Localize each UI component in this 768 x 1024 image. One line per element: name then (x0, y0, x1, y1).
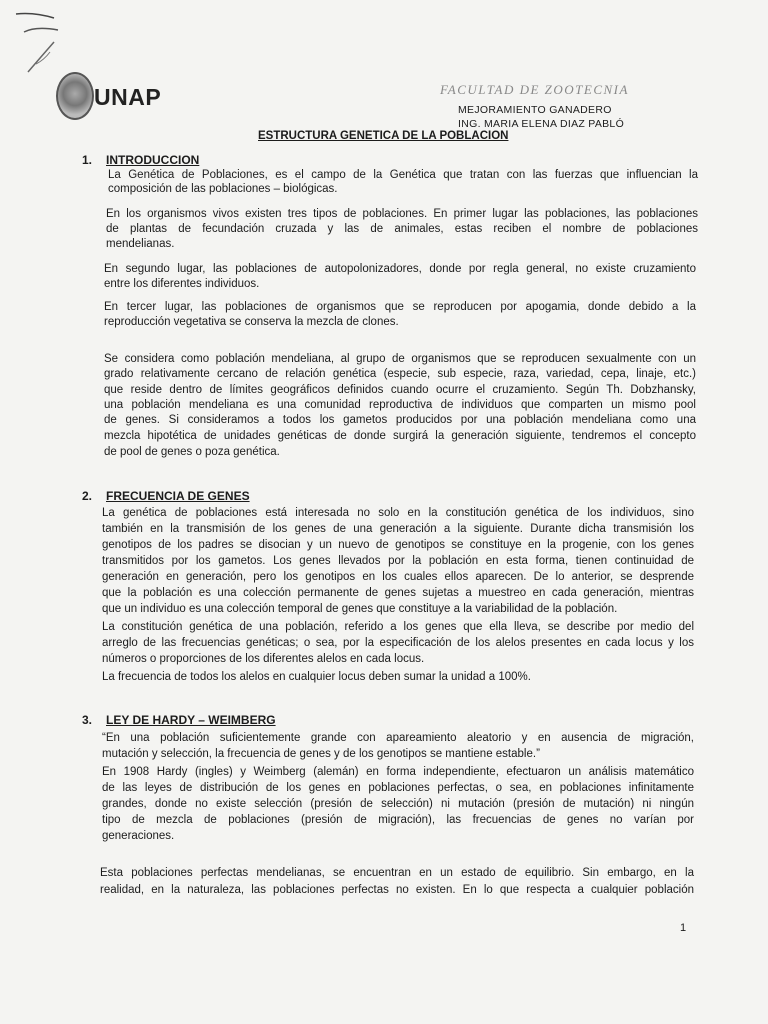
university-logo-text: UNAP (94, 84, 162, 110)
paragraph-line: Esta poblaciones perfectas mendelianas, se encuentran en un estado de equilibrio. Sin embargo, en la (100, 867, 694, 879)
paragraph-line: grado relativamente cercano de relación genética (especie, sub especie, raza, variedad, cepa, linaje, etc.) (104, 368, 696, 380)
paragraph-line: Se considera como población mendeliana, al grupo de organismos que se reproducen sexualmente con un (104, 353, 696, 365)
paragraph-line: de las leyes de distribución de los genes en poblaciones perfectas, o sea, en poblaciones infinitamente (102, 782, 694, 794)
paragraph-line: “En una población suficientemente grande con apareamiento aleatorio y en ausencia de migración, (102, 732, 694, 744)
paragraph-line: arreglo de las frecuencias genéticas; o sea, por la especificación de los alelos presentes en cada locus y los (102, 637, 694, 649)
section-heading-hardy-weimberg: LEY DE HARDY – WEIMBERG (106, 713, 276, 727)
paragraph-line: composición de las poblaciones – biológicas. (108, 183, 338, 195)
paragraph-line: reproducción vegetativa se conserva la mezcla de clones. (104, 316, 399, 328)
page-number: 1 (680, 922, 687, 934)
paragraph-line: que un individuo es una colección temporal de genes que constituye a la variabilidad de la población. (102, 603, 618, 615)
pen-scribble-mark (14, 2, 94, 82)
paragraph-line: En segundo lugar, las poblaciones de autopolonizadores, donde por regla general, no existe cruzamiento (104, 263, 696, 275)
section-number: 1. (82, 153, 93, 167)
paragraph-line: entre los diferentes individuos. (104, 278, 260, 290)
paragraph-line: En tercer lugar, las poblaciones de organismos que se reproducen por apogamia, donde debido a la (104, 301, 696, 313)
paragraph-line: generación en generación, pero los genotipos en los cuales ellos aparecen. De lo anterior, se desprende (102, 571, 694, 583)
section-number: 3. (82, 713, 93, 727)
paragraph-line: que reside dentro de límites geográficos definidos cuando ocurre el cruzamiento. Según Th. Dobzhansky, (104, 384, 696, 396)
paragraph-line: que la población es una colección permanente de genes sujetas a muestreo en cada generación, mientras (102, 587, 694, 599)
paragraph-line: tipo de mezcla de poblaciones (presión de migración), las frecuencias de genes no varían por (102, 814, 694, 826)
paragraph-line: generaciones. (102, 830, 175, 842)
document-title: ESTRUCTURA GENETICA DE LA POBLACION (258, 130, 509, 142)
section-heading-frecuencia: FRECUENCIA DE GENES (106, 489, 250, 503)
paragraph-line: números o proporciones de los diferentes alelos en cada locus. (102, 653, 425, 665)
course-subject: MEJORAMIENTO GANADERO (458, 104, 612, 116)
course-teacher: ING. MARIA ELENA DIAZ PABLÓ (458, 118, 625, 130)
paragraph-line: mutación y selección, la frecuencia de genes y de los genotipos se mantiene estable.” (102, 748, 540, 760)
paragraph-line: La genética de poblaciones está interesada no solo en la constitución genética de los individuos, sino (102, 507, 694, 519)
section-heading-introduccion: INTRODUCCION (106, 153, 200, 167)
section-number: 2. (82, 489, 93, 503)
paragraph-line: La frecuencia de todos los alelos en cualquier locus deben sumar la unidad a 100%. (102, 671, 531, 683)
paragraph-line: La Genética de Poblaciones, es el campo de la Genética que tratan con las fuerzas que influencian la (108, 169, 698, 181)
paragraph-line: En los organismos vivos existen tres tipos de poblaciones. En primer lugar las poblaciones, las poblaciones (106, 208, 698, 220)
paragraph-line: mezcla hipotética de unidades genéticas de donde surgirá la generación siguiente, tendremos el concepto (104, 430, 696, 442)
paragraph-line: de genes. Si consideramos a todos los gametos producidos por una población mendeliana como una (104, 414, 696, 426)
paragraph-line: mendelianas. (106, 238, 175, 250)
paragraph-line: una población mendeliana es una comunidad reproductiva de individuos que comparten un mismo pool (104, 399, 696, 411)
paragraph-line: La constitución genética de una población, referido a los genes que ella lleva, se describe por medio del (102, 621, 694, 633)
faculty-stamp: FACULTAD DE ZOOTECNIA (440, 82, 629, 97)
university-seal-logo (56, 72, 94, 120)
paragraph-line: grandes, donde no existe selección (presión de selección) ni mutación (presión de mutación) ni ningún (102, 798, 694, 810)
paragraph-line: también en la transmisión de los genes de una generación a la siguiente. Durante dicha transmisión los (102, 523, 694, 535)
paragraph-line: de pool de genes o poza genética. (104, 446, 280, 458)
paragraph-line: realidad, en la naturaleza, las poblaciones perfectas no existen. En lo que respecta a cualquier población (100, 884, 694, 896)
paragraph-line: En 1908 Hardy (ingles) y Weimberg (alemán) en forma independiente, efectuaron un análisis matemático (102, 766, 694, 778)
paragraph-line: de plantas de fecundación cruzada y las de animales, estas reciben el nombre de poblaciones (106, 223, 698, 235)
paragraph-line: transmitidos por los gametos. Los genes llevados por la población en esta forma, tienen continuidad de (102, 555, 694, 567)
paragraph-line: genotipos de los padres se disocian y un nuevo de genotipos se constituye en la progenie, con los genes (102, 539, 694, 551)
